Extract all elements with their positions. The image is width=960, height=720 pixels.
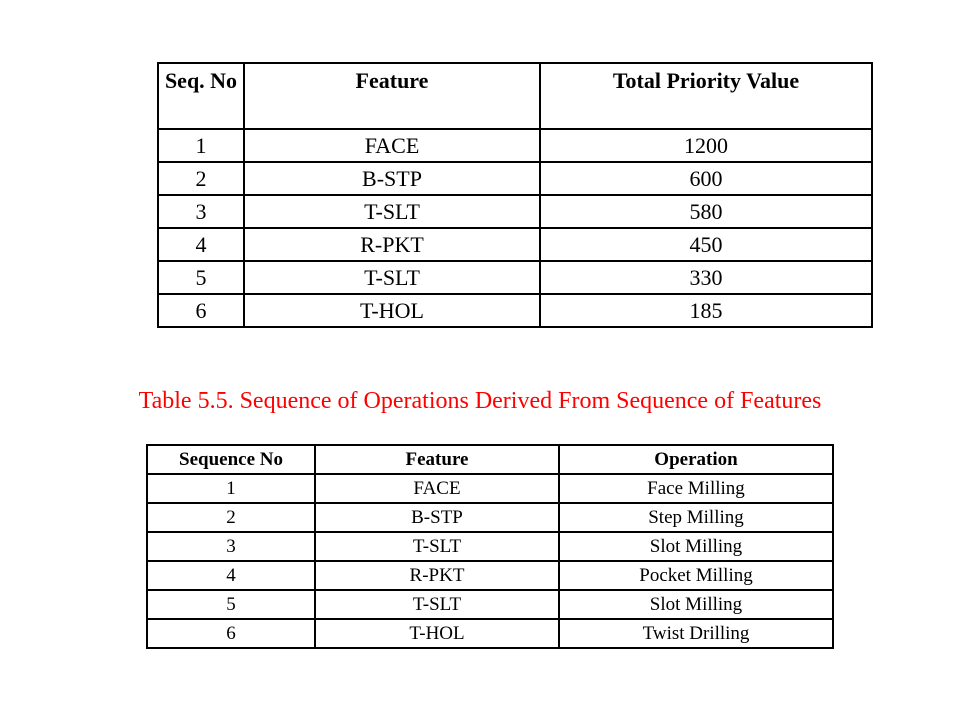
column-header-feature: Feature (244, 63, 540, 129)
seq-cell: 6 (147, 619, 315, 648)
feature-cell: T-SLT (244, 195, 540, 228)
table-row (158, 261, 872, 294)
table-header-row (147, 445, 833, 474)
seq-cell: 4 (158, 228, 244, 261)
column-header-total-priority-value: Total Priority Value (540, 63, 872, 129)
priority-value-cell: 600 (540, 162, 872, 195)
operation-cell: Pocket Milling (559, 561, 833, 590)
priority-value-cell: 1200 (540, 129, 872, 162)
operation-cell: Step Milling (559, 503, 833, 532)
operations-table (146, 444, 834, 649)
feature-cell: B-STP (315, 503, 559, 532)
table-row (158, 129, 872, 162)
feature-cell: B-STP (244, 162, 540, 195)
feature-cell: T-HOL (315, 619, 559, 648)
column-header-seq-no: Seq. No (158, 63, 244, 129)
priority-value-cell: 185 (540, 294, 872, 327)
feature-cell: T-SLT (315, 532, 559, 561)
operation-cell: Slot Milling (559, 590, 833, 619)
table-row (147, 532, 833, 561)
column-header-feature: Feature (315, 445, 559, 474)
feature-cell: FACE (244, 129, 540, 162)
operation-cell: Face Milling (559, 474, 833, 503)
seq-cell: 6 (158, 294, 244, 327)
feature-cell: T-HOL (244, 294, 540, 327)
table-row (147, 474, 833, 503)
table-header-row (158, 63, 872, 129)
operation-cell: Twist Drilling (559, 619, 833, 648)
seq-cell: 1 (158, 129, 244, 162)
priority-value-cell: 450 (540, 228, 872, 261)
seq-cell: 4 (147, 561, 315, 590)
column-header-operation: Operation (559, 445, 833, 474)
column-header-sequence-no: Sequence No (147, 445, 315, 474)
table-row (147, 619, 833, 648)
priority-value-cell: 580 (540, 195, 872, 228)
table-row (147, 590, 833, 619)
feature-cell: FACE (315, 474, 559, 503)
seq-cell: 2 (147, 503, 315, 532)
priority-value-cell: 330 (540, 261, 872, 294)
table-row (158, 228, 872, 261)
priority-table (157, 62, 873, 328)
feature-cell: T-SLT (244, 261, 540, 294)
seq-cell: 3 (158, 195, 244, 228)
seq-cell: 3 (147, 532, 315, 561)
table-row (147, 503, 833, 532)
seq-cell: 5 (158, 261, 244, 294)
seq-cell: 1 (147, 474, 315, 503)
feature-cell: R-PKT (244, 228, 540, 261)
table-row (147, 561, 833, 590)
table-row (158, 162, 872, 195)
seq-cell: 5 (147, 590, 315, 619)
operation-cell: Slot Milling (559, 532, 833, 561)
table-row (158, 195, 872, 228)
seq-cell: 2 (158, 162, 244, 195)
table-row (158, 294, 872, 327)
table-caption: Table 5.5. Sequence of Operations Derived From Sequence of Features (138, 388, 822, 414)
feature-cell: T-SLT (315, 590, 559, 619)
feature-cell: R-PKT (315, 561, 559, 590)
